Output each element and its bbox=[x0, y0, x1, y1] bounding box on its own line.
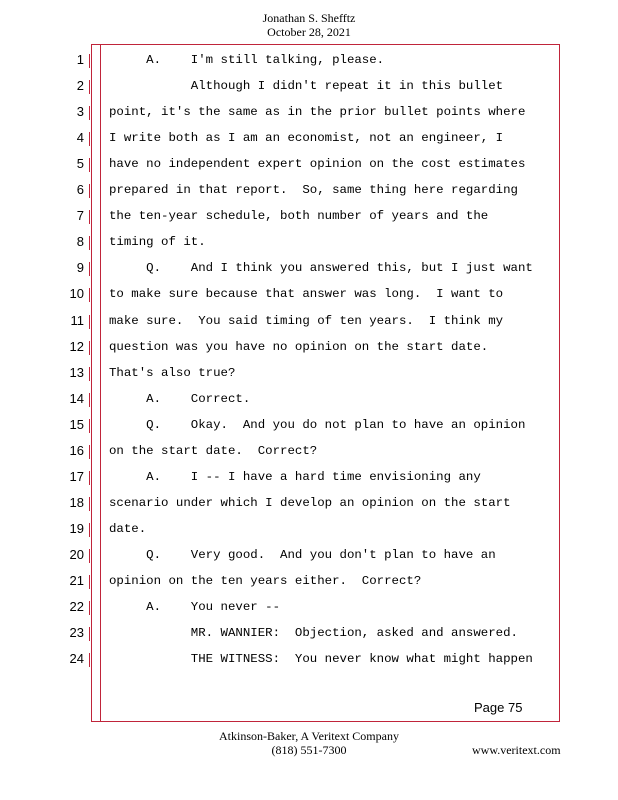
line-number: 4 bbox=[76, 130, 84, 146]
line-tick bbox=[89, 80, 90, 94]
transcript-line: to make sure because that answer was long. I want to bbox=[109, 287, 504, 302]
line-tick bbox=[89, 367, 90, 381]
line-tick bbox=[89, 627, 90, 641]
line-tick bbox=[89, 262, 90, 276]
line-tick bbox=[89, 523, 90, 537]
transcript-line: A. You never -- bbox=[109, 600, 281, 615]
transcript-line: scenario under which I develop an opinion on the start bbox=[109, 495, 511, 510]
deposition-date: October 28, 2021 bbox=[267, 25, 351, 39]
transcript-line: have no independent expert opinion on the cost estimates bbox=[109, 157, 526, 172]
line-tick bbox=[89, 54, 90, 68]
transcript-line: question was you have no opinion on the start date. bbox=[109, 339, 489, 354]
line-number: 8 bbox=[76, 234, 84, 250]
transcript-line: THE WITNESS: You never know what might happen bbox=[109, 652, 533, 667]
transcript-frame bbox=[91, 44, 560, 722]
footer-website: www.veritext.com bbox=[472, 743, 561, 757]
line-tick bbox=[89, 445, 90, 459]
deponent-name: Jonathan S. Shefftz bbox=[262, 11, 356, 25]
line-tick bbox=[89, 184, 90, 198]
line-number: 14 bbox=[69, 390, 84, 406]
line-number: 9 bbox=[76, 260, 84, 276]
line-tick bbox=[89, 419, 90, 433]
transcript-line: timing of it. bbox=[109, 235, 206, 250]
transcript-line: Q. Very good. And you don't plan to have an bbox=[109, 547, 496, 562]
line-tick bbox=[89, 393, 90, 407]
footer-company: Atkinson-Baker, A Veritext Company bbox=[219, 729, 399, 743]
line-number: 21 bbox=[69, 573, 84, 588]
transcript-line: I write both as I am an economist, not an engineer, I bbox=[109, 131, 504, 146]
transcript-line: date. bbox=[109, 521, 147, 536]
transcript-line: A. Correct. bbox=[109, 391, 251, 406]
line-number: 17 bbox=[69, 468, 84, 484]
transcript-line: Q. And I think you answered this, but I just want bbox=[109, 261, 533, 276]
footer-phone: (818) 551-7300 bbox=[271, 743, 347, 757]
transcript-line: Q. Okay. And you do not plan to have an opinion bbox=[109, 417, 526, 432]
transcript-line: make sure. You said timing of ten years. I think my bbox=[109, 313, 504, 328]
line-number: 6 bbox=[76, 182, 84, 198]
line-number: 5 bbox=[76, 156, 84, 172]
line-tick bbox=[89, 106, 90, 120]
line-tick bbox=[89, 471, 90, 485]
line-tick bbox=[89, 132, 90, 146]
transcript-line: the ten-year schedule, both number of years and the bbox=[109, 209, 489, 224]
line-tick bbox=[89, 288, 90, 302]
line-tick bbox=[89, 341, 90, 355]
line-number: 12 bbox=[69, 338, 84, 354]
transcript-line: That's also true? bbox=[109, 365, 236, 380]
line-number: 11 bbox=[70, 312, 84, 328]
transcript-line: A. I'm still talking, please. bbox=[109, 53, 385, 67]
line-tick bbox=[89, 210, 90, 224]
line-tick bbox=[89, 158, 90, 172]
line-tick bbox=[89, 315, 90, 329]
line-number: 3 bbox=[76, 104, 84, 120]
transcript-line: opinion on the ten years either. Correct? bbox=[109, 574, 422, 588]
margin-line bbox=[100, 44, 101, 722]
line-number: 23 bbox=[69, 625, 84, 641]
line-number: 18 bbox=[69, 494, 84, 510]
line-tick bbox=[89, 653, 90, 667]
line-number: 2 bbox=[76, 78, 84, 94]
line-number: 19 bbox=[69, 520, 84, 536]
line-tick bbox=[89, 549, 90, 563]
line-number: 13 bbox=[69, 364, 84, 380]
line-number: 10 bbox=[69, 286, 84, 302]
line-number: 24 bbox=[69, 651, 84, 667]
line-number: 1 bbox=[76, 52, 84, 67]
line-number: 22 bbox=[69, 599, 84, 615]
line-number: 20 bbox=[69, 546, 84, 562]
line-tick bbox=[89, 236, 90, 250]
line-tick bbox=[89, 601, 90, 615]
line-number: 15 bbox=[69, 416, 84, 432]
transcript-line: on the start date. Correct? bbox=[109, 443, 318, 458]
transcript-line: point, it's the same as in the prior bullet points where bbox=[109, 105, 526, 120]
transcript-line: A. I -- I have a hard time envisioning any bbox=[109, 469, 481, 484]
transcript-line: prepared in that report. So, same thing here regarding bbox=[109, 183, 518, 198]
line-number: 7 bbox=[76, 208, 84, 224]
line-number: 16 bbox=[69, 442, 84, 458]
line-tick bbox=[89, 575, 90, 589]
line-tick bbox=[89, 497, 90, 511]
page-number: Page 75 bbox=[474, 700, 523, 715]
transcript-line: MR. WANNIER: Objection, asked and answered. bbox=[109, 626, 518, 641]
transcript-line: Although I didn't repeat it in this bullet bbox=[109, 79, 504, 94]
